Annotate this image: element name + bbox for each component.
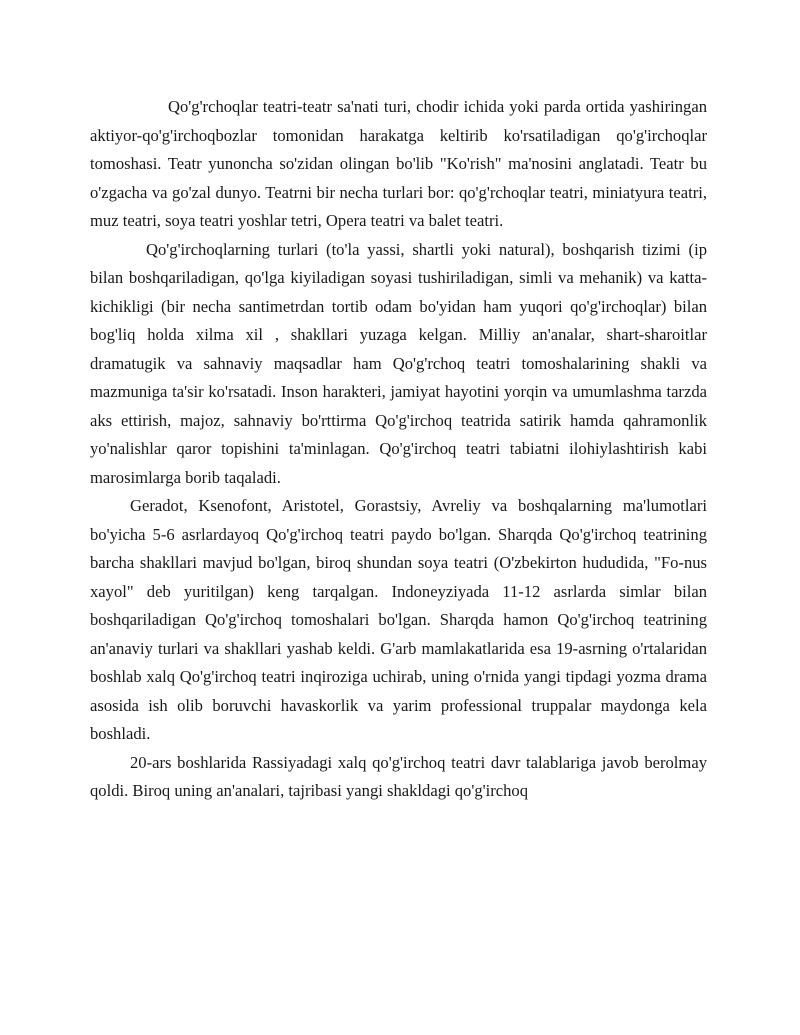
paragraph-history: Geradot, Ksenofont, Aristotel, Gorastsiy, Avreliy va boshqalarning ma'lumotlari bo'yicha 5-6 asrlardayoq Qo'g'irchoq teatri paydo bo'lgan. Sharqda Qo'g'irchoq teatrining barcha shakllari mavjud bo'lgan, biroq shundan soya teatri (O'zbekirton hududida, "Fo-nus xayol" deb yuritilgan) keng tarqalgan. Indoneyziyada 11-12 asrlarda simlar bilan boshqariladigan Qo'g'irchoq tomoshalari bo'lgan. Sharqda hamon Qo'g'irchoq teatrining an'anaviy turlari va shakllari yashab keldi. G'arb mamlakatlarida esa 19-asrning o'rtalaridan boshlab xalq Qo'g'irchoq teatri inqiroziga uchirab, uning o'rnida yangi tipdagi yozma drama asosida ish olib boruvchi havaskorlik va yarim professional truppalar maydonga kela boshladi. (90, 496, 707, 743)
paragraph-20th-century: 20-ars boshlarida Rassiyadagi xalq qo'g'irchoq teatri davr talablariga javob berolmay qoldi. Biroq uning an'analari, tajribasi yangi shakldagi qo'g'irchoq (90, 752, 707, 800)
document-page (90, 93, 707, 806)
paragraph-intro: Qo'g'rchoqlar teatri-teatr sa'nati turi, chodir ichida yoki parda ortida yashiringan aktiyor-qo'g'irchoqbozlar tomonidan harakatga keltirib ko'rsatiladigan qo'g'irchoqlar tomoshasi. Teatr yunoncha so'zidan olingan bo'lib "Ko'rish" ma'nosini anglatadi. Teatr bu o'zgacha va go'zal dunyo. Teatrni bir necha turlari bor: qo'g'rchoqlar teatri, miniatyura teatri, muz teatri, soya teatri yoshlar tetri, Opera teatri va balet teatri. (90, 97, 707, 230)
paragraph-puppet-types: Qo'g'irchoqlarning turlari (to'la yassi, shartli yoki natural), boshqarish tizimi (ip bilan boshqariladigan, qo'lga kiyiladigan soyasi tushiriladigan, simli va mehanik) va katta-kichikligi (bir necha santimetrdan tortib odam bo'yidan ham yuqori qo'g'irchoqlar) bilan bog'liq holda xilma xil , shakllari yuzaga kelgan. Milliy an'analar, shart-sharoitlar dramatugik va sahnaviy maqsadlar ham Qo'g'rchoq teatri tomoshalarining shakli va mazmuniga ta'sir ko'rsatadi. Inson harakteri, jamiyat hayotini yorqin va umumlashma tarzda aks ettirish, majoz, sahnaviy bo'rttirma Qo'g'irchoq teatrida satirik hamda qahramonlik yo'nalishlar qaror topishini ta'minlagan. Qo'g'irchoq teatri tabiatni ilohiylashtirish kabi marosimlarga borib taqaladi. (90, 239, 707, 487)
